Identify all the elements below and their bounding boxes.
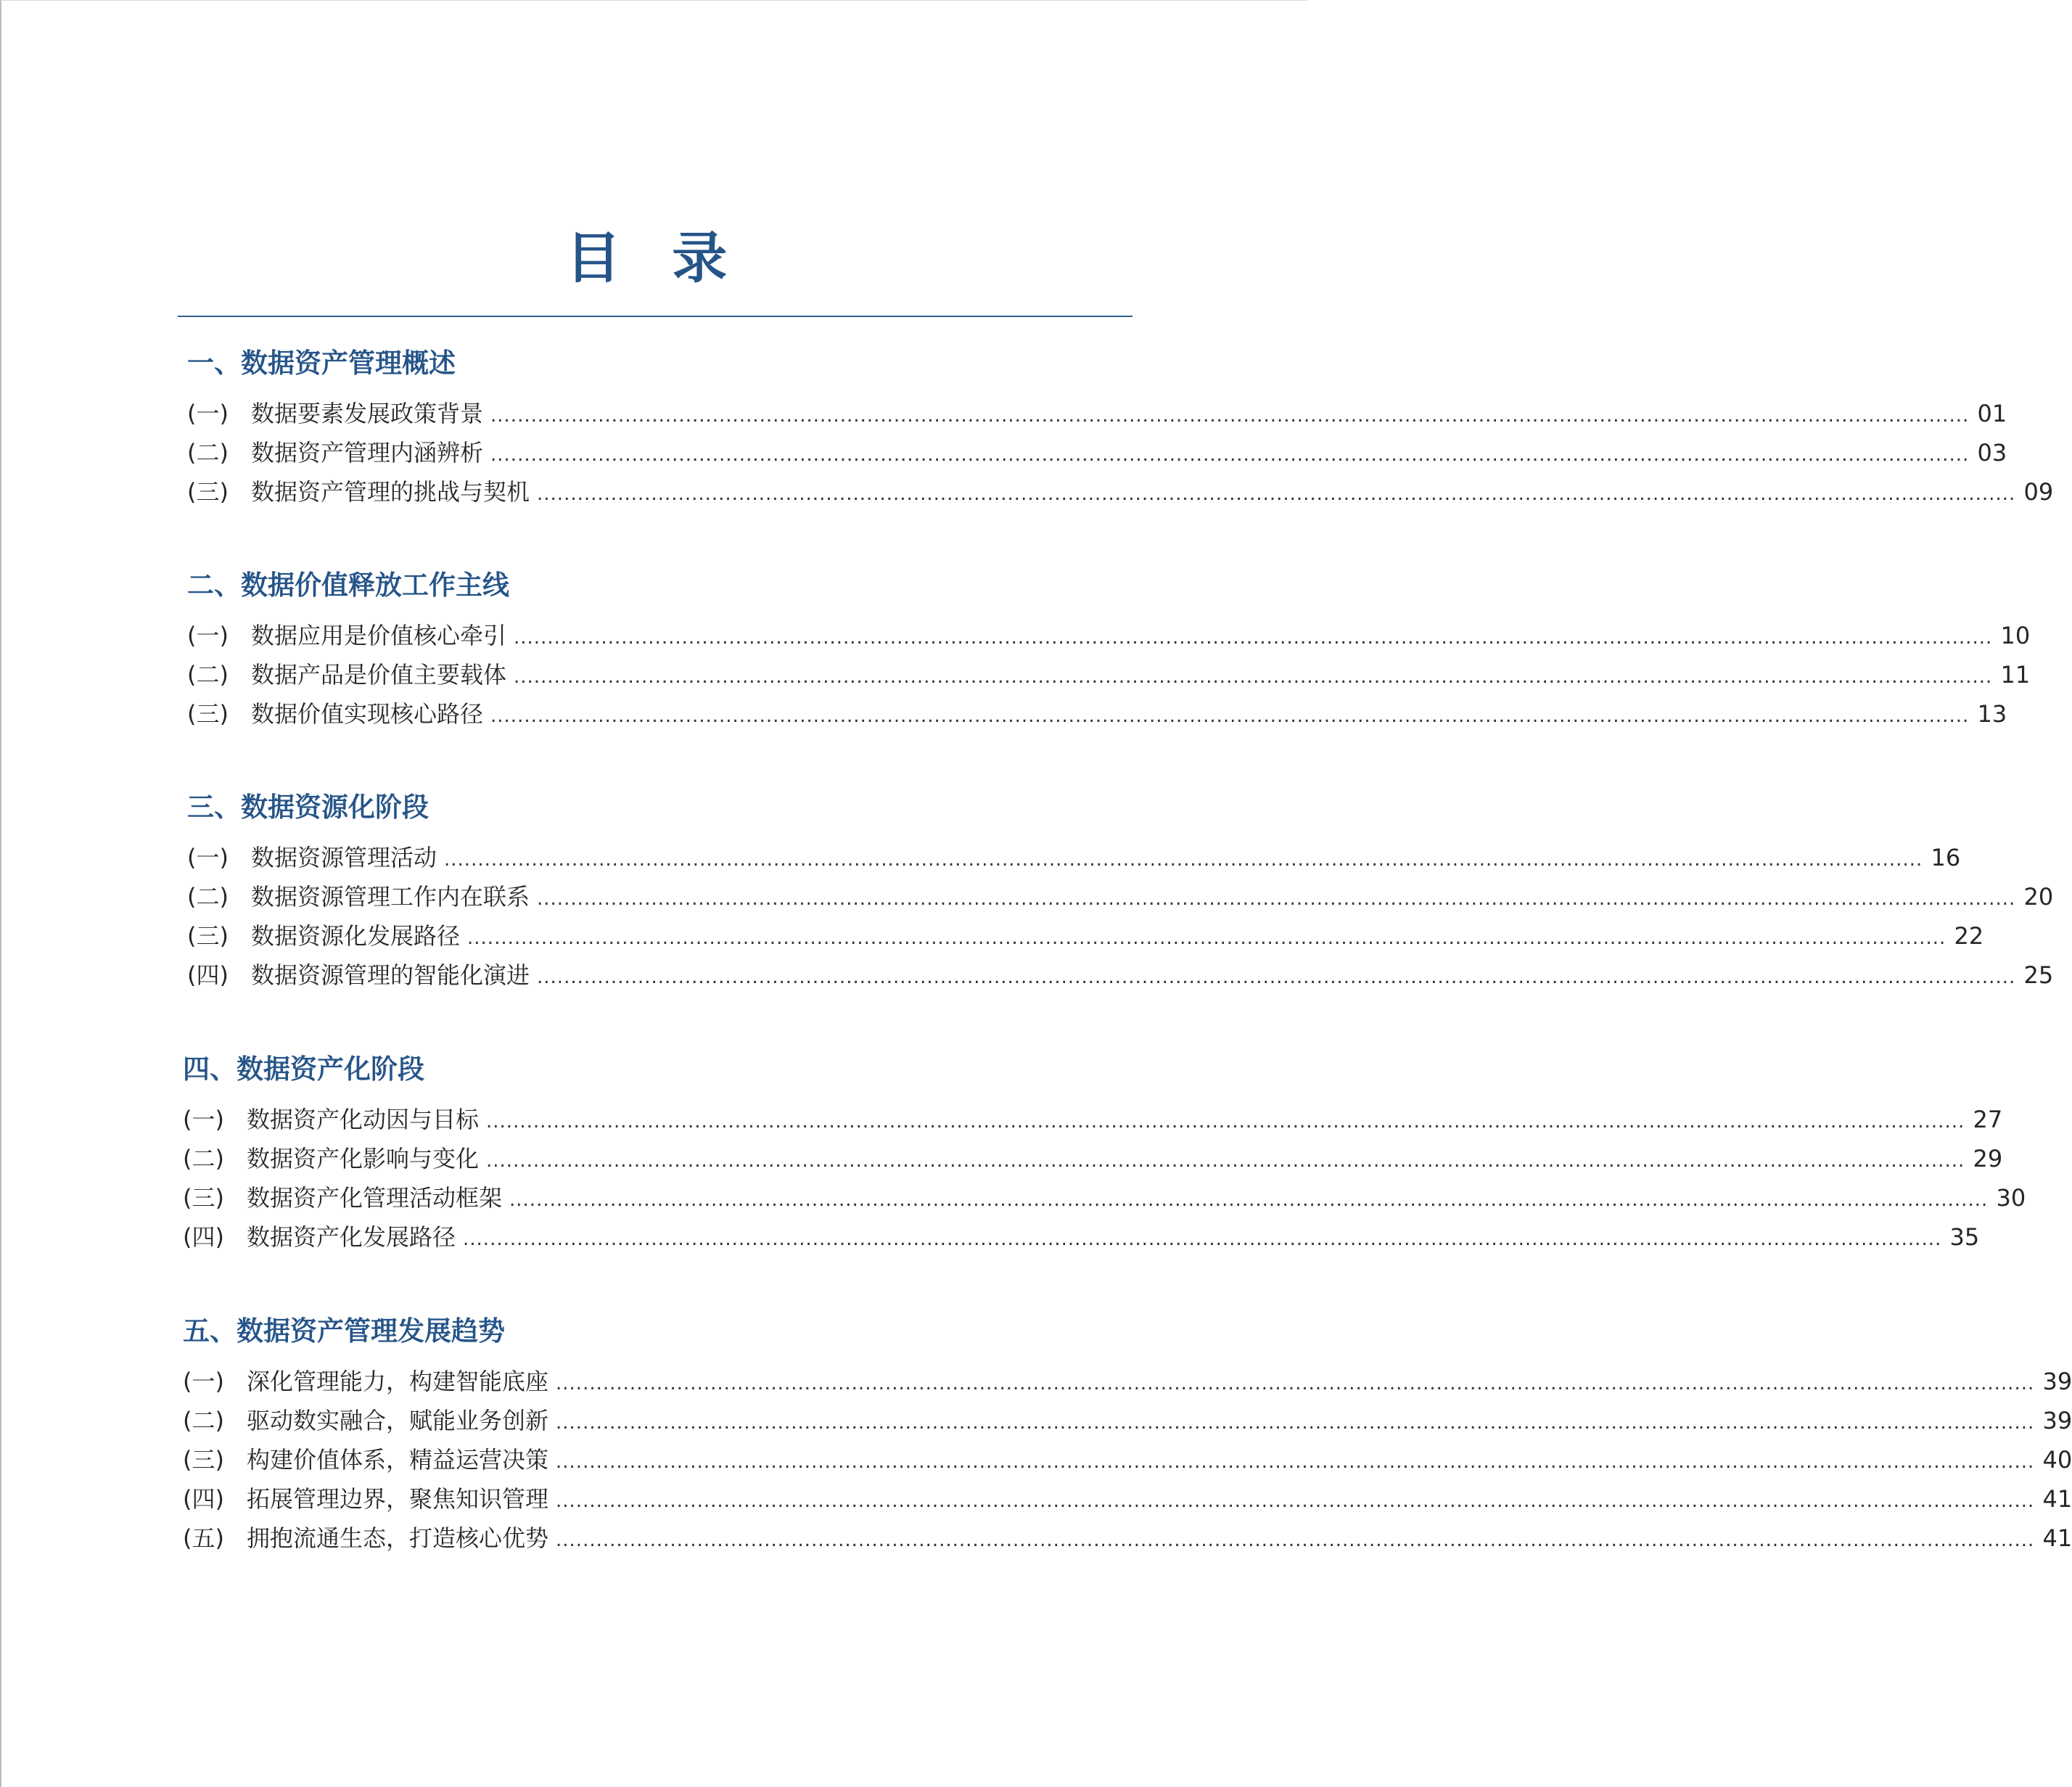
toc-entry[interactable] <box>187 616 2031 655</box>
entry-number: (一) <box>187 400 229 427</box>
entry-number: (一) <box>183 1368 224 1395</box>
section-heading[interactable]: 五、数据资产管理发展趋势 <box>183 1315 505 1347</box>
dot-leader: ............................................................................................................................................................................................................................ <box>490 705 1970 727</box>
dot-leader: ............................................................................................................................................................................................................................ <box>537 888 2016 910</box>
entry-number: (二) <box>187 883 229 911</box>
toc-entry[interactable] <box>187 838 1961 877</box>
dot-leader: ............................................................................................................................................................................................................................ <box>486 1111 1965 1133</box>
toc-section-2 <box>187 565 2031 734</box>
entry-number: (二) <box>187 439 229 467</box>
entry-page: 13 <box>1977 700 2007 728</box>
toc-entry[interactable] <box>183 1362 2072 1401</box>
entry-number: (一) <box>187 844 229 871</box>
toc-entry[interactable] <box>187 877 2054 916</box>
entry-page: 25 <box>2023 961 2054 989</box>
toc-section-4 <box>183 1049 2026 1257</box>
dot-leader: ............................................................................................................................................................................................................................ <box>444 849 1923 871</box>
toc-entry[interactable] <box>187 394 2007 433</box>
dot-leader: ............................................................................................................................................................................................................................ <box>556 1412 2035 1434</box>
entry-page: 39 <box>2042 1368 2072 1395</box>
section-heading[interactable]: 一、数据资产管理概述 <box>187 348 456 379</box>
entry-page: 39 <box>2042 1407 2072 1434</box>
entry-page: 22 <box>1954 922 1984 950</box>
entry-number: (三) <box>183 1446 224 1474</box>
entry-page: 41 <box>2042 1485 2072 1513</box>
dot-leader: ............................................................................................................................................................................................................................ <box>514 666 1993 688</box>
entry-page: 01 <box>1977 400 2007 427</box>
entry-page: 29 <box>1973 1145 2003 1172</box>
dot-leader: ............................................................................................................................................................................................................................ <box>490 444 1970 466</box>
entry-page: 11 <box>2000 661 2031 689</box>
section-heading[interactable]: 三、数据资源化阶段 <box>187 792 429 823</box>
toc-entry[interactable] <box>183 1401 2072 1440</box>
entry-title: 数据产品是价值主要载体 <box>251 661 507 689</box>
entry-page: 16 <box>1931 844 1961 871</box>
toc-entry[interactable] <box>187 694 2007 734</box>
toc-entry[interactable] <box>183 1217 1980 1257</box>
dot-leader: ............................................................................................................................................................................................................................ <box>514 627 1993 649</box>
entry-page: 10 <box>2000 622 2031 649</box>
entry-title: 数据资产化动因与目标 <box>247 1106 480 1133</box>
dot-leader: ............................................................................................................................................................................................................................ <box>556 1490 2035 1512</box>
entry-title: 数据资源管理活动 <box>251 844 437 871</box>
toc-section-1 <box>187 343 2054 512</box>
entry-page: 40 <box>2042 1446 2072 1474</box>
toc-entry[interactable] <box>183 1178 2026 1217</box>
title-divider <box>178 316 1132 317</box>
entry-title: 数据资产化发展路径 <box>247 1223 456 1251</box>
dot-leader: ............................................................................................................................................................................................................................ <box>556 1529 2035 1551</box>
toc-entry[interactable] <box>183 1519 2072 1558</box>
dot-leader: ............................................................................................................................................................................................................................ <box>556 1451 2035 1473</box>
entry-page: 20 <box>2023 883 2054 911</box>
toc-entry[interactable] <box>187 655 2031 694</box>
dot-leader: ............................................................................................................................................................................................................................ <box>467 927 1946 949</box>
dot-leader: ............................................................................................................................................................................................................................ <box>509 1189 1989 1211</box>
entry-title: 拥抱流通生态，打造核心优势 <box>247 1524 549 1552</box>
entry-number: (三) <box>187 700 229 728</box>
entry-title: 数据要素发展政策背景 <box>251 400 484 427</box>
entry-number: (二) <box>187 661 229 689</box>
entry-title: 数据资产管理的挑战与契机 <box>251 478 530 506</box>
entry-title: 深化管理能力，构建智能底座 <box>247 1368 549 1395</box>
entry-title: 数据资产化管理活动框架 <box>247 1184 503 1212</box>
entry-page: 41 <box>2042 1524 2072 1552</box>
entry-number: (三) <box>187 478 229 506</box>
toc-entry[interactable] <box>183 1440 2072 1479</box>
entry-number: (五) <box>183 1524 224 1552</box>
entry-title: 数据资产化影响与变化 <box>247 1145 480 1172</box>
dot-leader: ............................................................................................................................................................................................................................ <box>556 1373 2035 1394</box>
entry-page: 03 <box>1977 439 2007 467</box>
entry-number: (三) <box>183 1184 224 1212</box>
entry-number: (三) <box>187 922 229 950</box>
entry-title: 数据资源管理工作内在联系 <box>251 883 530 911</box>
dot-leader: ............................................................................................................................................................................................................................ <box>486 1150 1965 1172</box>
dot-leader: ............................................................................................................................................................................................................................ <box>537 483 2016 505</box>
dot-leader: ............................................................................................................................................................................................................................ <box>490 405 1970 427</box>
toc-section-3 <box>187 787 2054 995</box>
entry-page: 27 <box>1973 1106 2003 1133</box>
entry-title: 数据应用是价值核心牵引 <box>251 622 507 649</box>
entry-number: (四) <box>183 1223 224 1251</box>
page-title: 目 录 <box>565 226 744 290</box>
entry-number: (一) <box>183 1106 224 1133</box>
toc-entry[interactable] <box>187 956 2054 995</box>
entry-page: 35 <box>1949 1223 1980 1251</box>
entry-page: 09 <box>2023 478 2054 506</box>
toc-entry[interactable] <box>183 1139 2003 1178</box>
toc-section-5 <box>183 1311 2072 1558</box>
toc-entry[interactable] <box>187 433 2007 472</box>
entry-title: 数据资源化发展路径 <box>251 922 461 950</box>
toc-entry[interactable] <box>183 1100 2003 1139</box>
toc-entry[interactable] <box>187 472 2054 512</box>
dot-leader: ............................................................................................................................................................................................................................ <box>537 966 2016 988</box>
entry-number: (二) <box>183 1407 224 1434</box>
section-heading[interactable]: 二、数据价值释放工作主线 <box>187 570 509 601</box>
entry-number: (一) <box>187 622 229 649</box>
dot-leader: ............................................................................................................................................................................................................................ <box>463 1228 1942 1250</box>
entry-number: (四) <box>187 961 229 989</box>
entry-title: 驱动数实融合，赋能业务创新 <box>247 1407 549 1434</box>
entry-title: 数据资源管理的智能化演进 <box>251 961 530 989</box>
entry-title: 数据价值实现核心路径 <box>251 700 484 728</box>
toc-entry[interactable] <box>183 1479 2072 1519</box>
entry-number: (四) <box>183 1485 224 1513</box>
entry-title: 拓展管理边界，聚焦知识管理 <box>247 1485 549 1513</box>
entry-title: 构建价值体系，精益运营决策 <box>247 1446 549 1474</box>
section-heading[interactable]: 四、数据资产化阶段 <box>183 1053 424 1085</box>
entry-number: (二) <box>183 1145 224 1172</box>
entry-title: 数据资产管理内涵辨析 <box>251 439 484 467</box>
entry-page: 30 <box>1996 1184 2026 1212</box>
toc-entry[interactable] <box>187 916 1984 956</box>
